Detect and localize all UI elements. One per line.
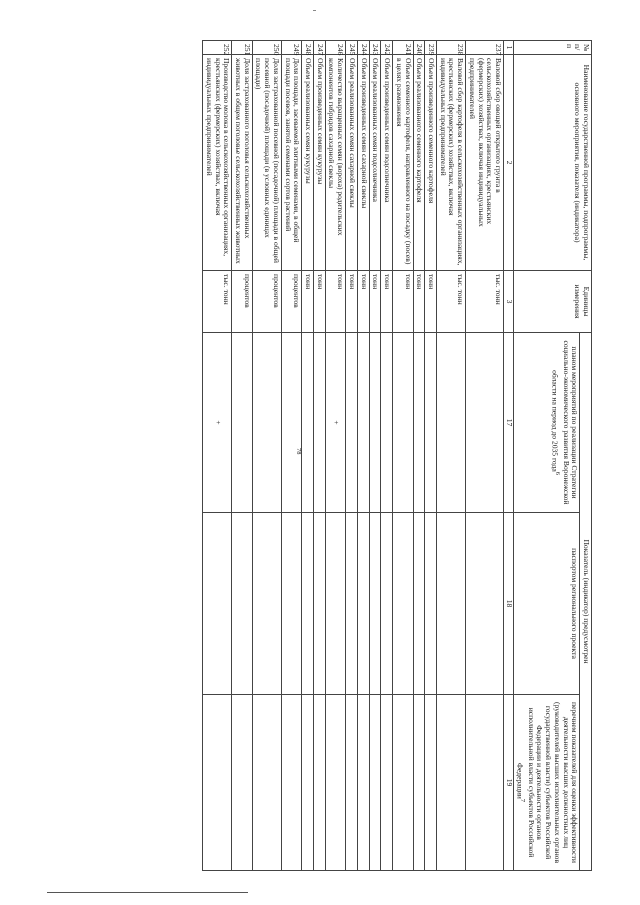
list-cell <box>281 695 301 871</box>
row-number-cell: 242 <box>381 41 393 55</box>
unit-cell: тонн <box>314 271 326 333</box>
header-num: № п/п <box>513 41 591 55</box>
plan-cell <box>281 333 301 513</box>
header-row-1 <box>580 41 592 871</box>
list-cell <box>381 695 393 871</box>
passport-cell <box>325 513 345 695</box>
unit-cell: тыс. тонн <box>436 271 465 333</box>
header-plan: планом мероприятий по реализации Стратегии социально-экономического развития Воронежской области на период до 2035 года$^6$ <box>513 333 580 513</box>
list-cell <box>436 695 465 871</box>
passport-cell <box>466 513 504 695</box>
table-row <box>325 41 345 871</box>
indicator-name-cell: Объем реализованных семян подсолнечника <box>369 55 381 271</box>
table-row <box>232 41 252 871</box>
plan-cell <box>357 333 369 513</box>
row-number-cell: 252 <box>203 41 232 55</box>
unit-cell: тонн <box>369 271 381 333</box>
list-cell <box>302 695 314 871</box>
list-cell <box>466 695 504 871</box>
list-cell <box>369 695 381 871</box>
passport-cell <box>281 513 301 695</box>
plan-cell: + <box>203 333 232 513</box>
row-number-cell: 250 <box>252 41 281 55</box>
unit-cell: тонн <box>357 271 369 333</box>
passport-cell <box>203 513 232 695</box>
indicator-name-cell: Валовой сбор картофеля в сельскохозяйственных организациях, крестьянских (фермерских) хозяйствах, включая индивидуальных предпринимателей <box>436 55 465 271</box>
unit-cell: тонн <box>381 271 393 333</box>
table-row <box>466 41 504 871</box>
table-row <box>425 41 437 871</box>
unit-cell: тонн <box>325 271 345 333</box>
plan-cell <box>302 333 314 513</box>
unit-cell: процентов <box>232 271 252 333</box>
plan-cell <box>252 333 281 513</box>
row-number-cell: 248 <box>302 41 314 55</box>
indicator-table-rotated <box>50 40 592 870</box>
stray-mark <box>313 10 316 11</box>
column-index-row <box>504 41 514 871</box>
plan-cell <box>393 333 413 513</box>
row-number-cell: 240 <box>413 41 425 55</box>
passport-cell <box>302 513 314 695</box>
column-index-cell: 17 <box>504 333 514 513</box>
table-row <box>346 41 358 871</box>
unit-cell: тонн <box>346 271 358 333</box>
table-row <box>413 41 425 871</box>
list-cell <box>325 695 345 871</box>
indicator-name-cell: Объем реализованного семенного картофеля <box>413 55 425 271</box>
header-passport: паспортом регионального проекта <box>513 513 580 695</box>
list-cell <box>393 695 413 871</box>
list-cell <box>314 695 326 871</box>
passport-cell <box>357 513 369 695</box>
table-body <box>203 41 504 871</box>
indicator-name-cell: Объем семенного картофеля, направленного на посадку (посев) в целях размножения <box>393 55 413 271</box>
row-number-cell: 243 <box>369 41 381 55</box>
row-number-cell: 249 <box>281 41 301 55</box>
header-unit: Единицы измерения <box>513 271 591 333</box>
table-row <box>281 41 301 871</box>
indicator-name-cell: Объем реализованных семян кукурузы <box>302 55 314 271</box>
row-number-cell: 239 <box>425 41 437 55</box>
passport-cell <box>369 513 381 695</box>
table-row <box>252 41 281 871</box>
column-index-cell: 2 <box>504 55 514 271</box>
plan-cell <box>436 333 465 513</box>
passport-cell <box>413 513 425 695</box>
indicator-name-cell: Объем произведенного семенного картофеля <box>425 55 437 271</box>
list-cell <box>232 695 252 871</box>
passport-cell <box>381 513 393 695</box>
list-cell <box>252 695 281 871</box>
indicator-name-cell: Доля застрахованной посевной (посадочной) площади в общей посевной (посадочной) площади (в условных единицах площади) <box>252 55 281 271</box>
indicator-name-cell: Объем реализованных семян сахарной свеклы <box>346 55 358 271</box>
passport-cell <box>314 513 326 695</box>
plan-cell <box>314 333 326 513</box>
row-number-cell: 245 <box>346 41 358 55</box>
indicator-name-cell: Валовой сбор овощей открытого грунта в сельскохозяйственных организациях, крестьянских (фермерских) хозяйствах, включая индивидуальных предпринимателей <box>466 55 504 271</box>
unit-cell: тонн <box>393 271 413 333</box>
plan-cell <box>381 333 393 513</box>
indicator-name-cell: Доля застрахованного поголовья сельскохозяйственных животных в общем поголовье сельскохозяйственных животных <box>232 55 252 271</box>
header-provided: Показатель (индикатор) предусмотрен <box>580 333 592 871</box>
table-row <box>357 41 369 871</box>
header-list: перечнем показателей для оценки эффективности деятельности высших должностных лиц (руководителей высших исполнительных органов государственной власти) субъектов Российской Федерации и деятельности органов исполнительной власти субъектов Российской Федерации$^7$ <box>513 695 580 871</box>
passport-cell <box>436 513 465 695</box>
list-cell <box>346 695 358 871</box>
plan-cell <box>425 333 437 513</box>
plan-cell: + <box>325 333 345 513</box>
unit-cell: процентов <box>252 271 281 333</box>
unit-cell: тонн <box>302 271 314 333</box>
table-row <box>203 41 232 871</box>
row-number-cell: 244 <box>357 41 369 55</box>
passport-cell <box>425 513 437 695</box>
list-cell <box>413 695 425 871</box>
unit-cell: процентов <box>281 271 301 333</box>
indicator-name-cell: Объем произведенных семян кукурузы <box>314 55 326 271</box>
passport-cell <box>252 513 281 695</box>
header-name: Наименование государственной программы, подпрограммы, основного мероприятия, показателя (индикатора) <box>513 55 591 271</box>
row-number-cell: 241 <box>393 41 413 55</box>
plan-cell <box>232 333 252 513</box>
column-index-cell: 3 <box>504 271 514 333</box>
row-number-cell: 237 <box>466 41 504 55</box>
list-cell <box>425 695 437 871</box>
indicator-name-cell: Объем произведенных семян сахарной свеклы <box>357 55 369 271</box>
row-number-cell: 238 <box>436 41 465 55</box>
plan-cell <box>466 333 504 513</box>
column-index-cell: 1 <box>504 41 514 55</box>
column-index-cell: 18 <box>504 513 514 695</box>
indicator-name-cell: Объем произведенных семян подсолнечника <box>381 55 393 271</box>
table-row <box>436 41 465 871</box>
table-row <box>302 41 314 871</box>
unit-cell: тыс. тонн <box>466 271 504 333</box>
passport-cell <box>232 513 252 695</box>
page-number: 78 <box>295 448 302 455</box>
unit-cell: тонн <box>425 271 437 333</box>
plan-cell <box>413 333 425 513</box>
passport-cell <box>346 513 358 695</box>
table-row <box>369 41 381 871</box>
unit-cell: тонн <box>413 271 425 333</box>
table-row <box>393 41 413 871</box>
row-number-cell: 251 <box>232 41 252 55</box>
list-cell <box>203 695 232 871</box>
list-cell <box>357 695 369 871</box>
indicator-name-cell: Доля площади, засеваемой элитными семенами, в общей площади посевов, занятой семенами сортов растений <box>281 55 301 271</box>
footnote-rule <box>47 892 248 893</box>
passport-cell <box>393 513 413 695</box>
plan-cell <box>369 333 381 513</box>
unit-cell: тыс. тонн <box>203 271 232 333</box>
column-index-cell: 19 <box>504 695 514 871</box>
table-row <box>314 41 326 871</box>
row-number-cell: 246 <box>325 41 345 55</box>
plan-cell <box>346 333 358 513</box>
indicator-table <box>202 40 592 871</box>
indicator-name-cell: Количество выращенных семян (вороха) родительских компонентов гибридов сахарной свеклы <box>325 55 345 271</box>
row-number-cell: 247 <box>314 41 326 55</box>
indicator-name-cell: Производство молока в сельскохозяйственных организациях, крестьянских (фермерских) хозяйствах, включая индивидуальных предпринимателей <box>203 55 232 271</box>
table-row <box>381 41 393 871</box>
